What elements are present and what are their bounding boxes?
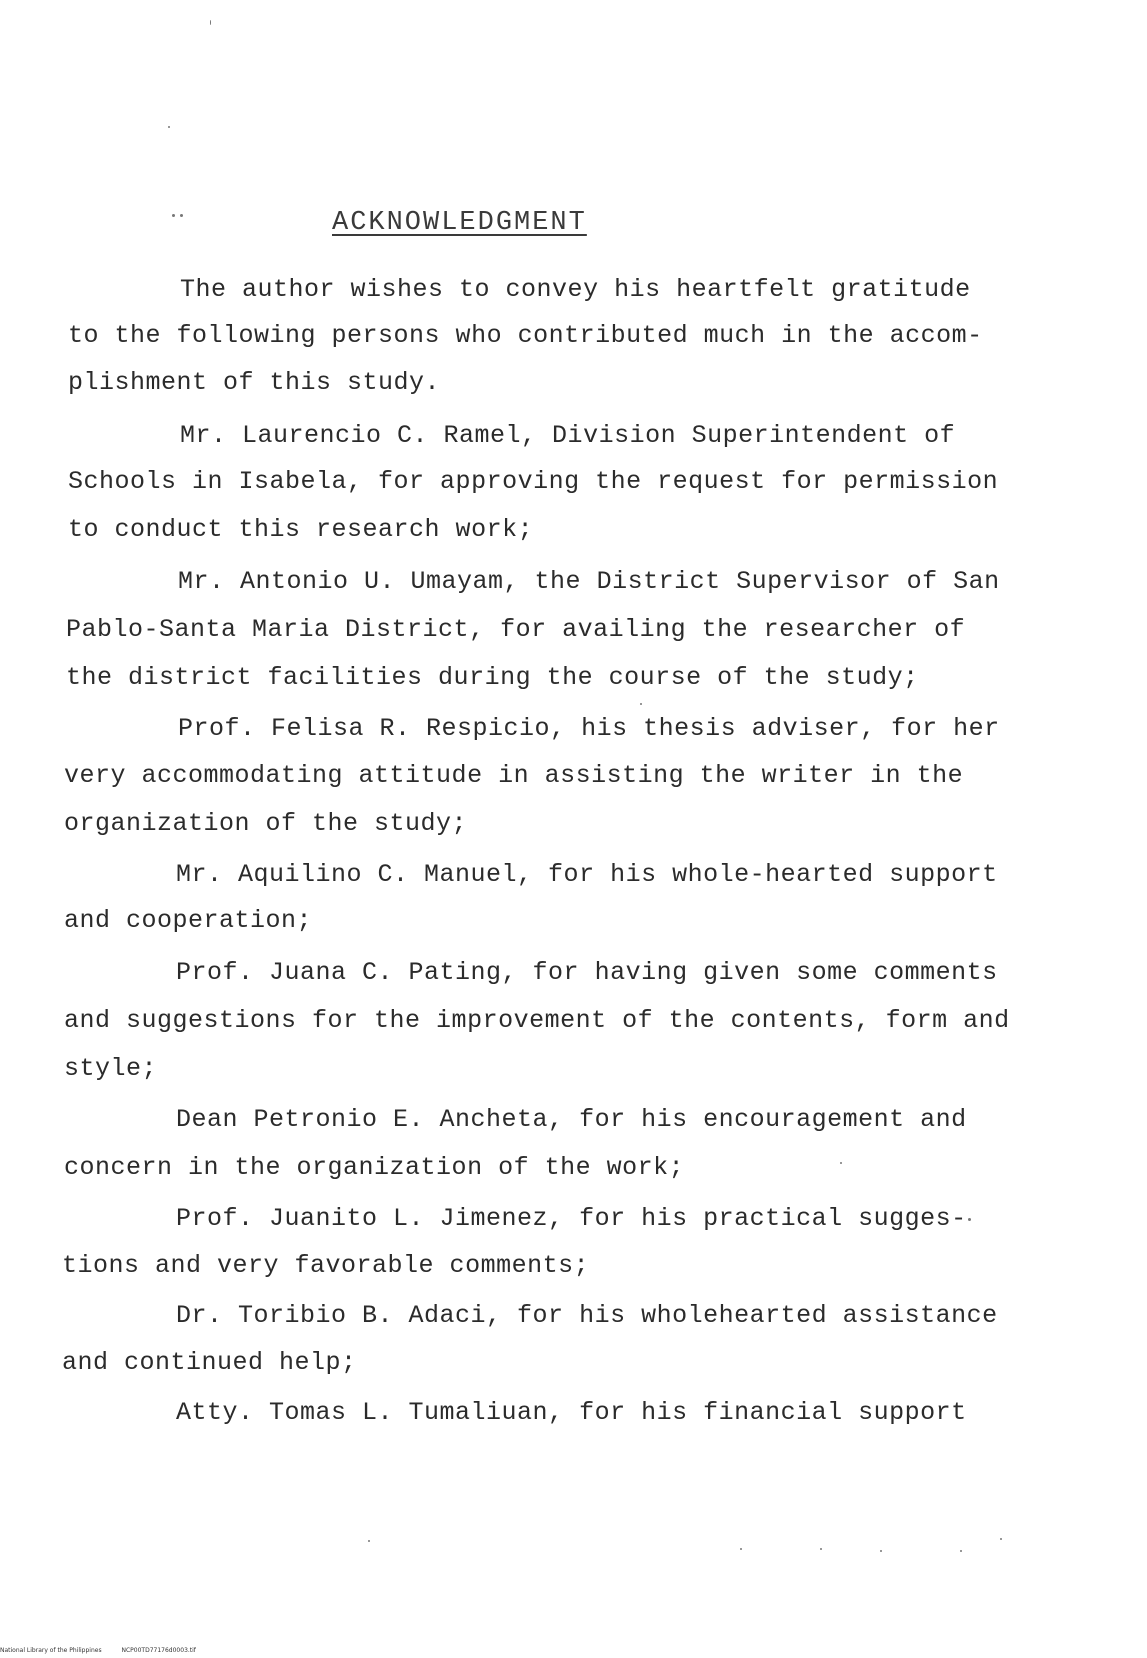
text-line: Pablo-Santa Maria District, for availing the researcher of: [66, 615, 966, 644]
scan-speck: [640, 703, 642, 705]
text-line: concern in the organization of the work;: [64, 1153, 685, 1182]
text-line: Prof. Juana C. Pating, for having given some comments: [176, 958, 998, 987]
text-line: the district facilities during the course of the study;: [66, 663, 919, 692]
text-line: to the following persons who contributed much in the accom-: [68, 321, 983, 350]
text-line: Dr. Toribio B. Adaci, for his wholehearted assistance: [176, 1301, 998, 1330]
scan-speck: [172, 214, 175, 217]
scan-speck: [840, 1162, 842, 1164]
text-line: The author wishes to convey his heartfelt gratitude: [180, 275, 971, 304]
text-line: very accommodating attitude in assisting the writer in the: [64, 761, 964, 790]
text-line: plishment of this study.: [68, 368, 441, 397]
text-line: organization of the study;: [64, 809, 468, 838]
text-line: Mr. Aquilino C. Manuel, for his whole-hearted support: [176, 860, 998, 889]
scan-speck: [960, 1550, 962, 1552]
file-id: NCP00TD77176d0003.tif: [121, 1647, 196, 1654]
text-line: and cooperation;: [64, 906, 313, 935]
scan-speck: [180, 214, 183, 217]
text-line: Prof. Juanito L. Jimenez, for his practical sugges-: [176, 1204, 967, 1233]
text-line: Dean Petronio E. Ancheta, for his encouragement and: [176, 1105, 967, 1134]
scan-speck: [880, 1550, 882, 1552]
text-line: and continued help;: [62, 1348, 357, 1377]
text-line: Mr. Laurencio C. Ramel, Division Superintendent of: [180, 421, 956, 450]
scan-speck: [168, 126, 170, 128]
text-line: Schools in Isabela, for approving the request for permission: [68, 467, 999, 496]
text-line: style;: [64, 1054, 158, 1083]
scan-speck: [820, 1548, 822, 1550]
text-line: and suggestions for the improvement of the contents, form and: [64, 1006, 1010, 1035]
scan-speck: [968, 1218, 971, 1221]
text-line: Prof. Felisa R. Respicio, his thesis adviser, for her: [178, 714, 1000, 743]
scan-speck: [1000, 1538, 1002, 1540]
scan-speck: [740, 1548, 742, 1550]
library-credit: National Library of the Philippines: [0, 1647, 102, 1654]
text-line: tions and very favorable comments;: [62, 1251, 590, 1280]
text-line: Mr. Antonio U. Umayam, the District Supervisor of San: [178, 567, 1000, 596]
page-title: ACKNOWLEDGMENT: [332, 208, 587, 238]
scan-speck: [368, 1540, 370, 1542]
scan-footer: [0, 1647, 214, 1654]
text-line: Atty. Tomas L. Tumaliuan, for his financial support: [176, 1398, 967, 1427]
scan-speck: [210, 20, 211, 25]
text-line: to conduct this research work;: [68, 515, 534, 544]
